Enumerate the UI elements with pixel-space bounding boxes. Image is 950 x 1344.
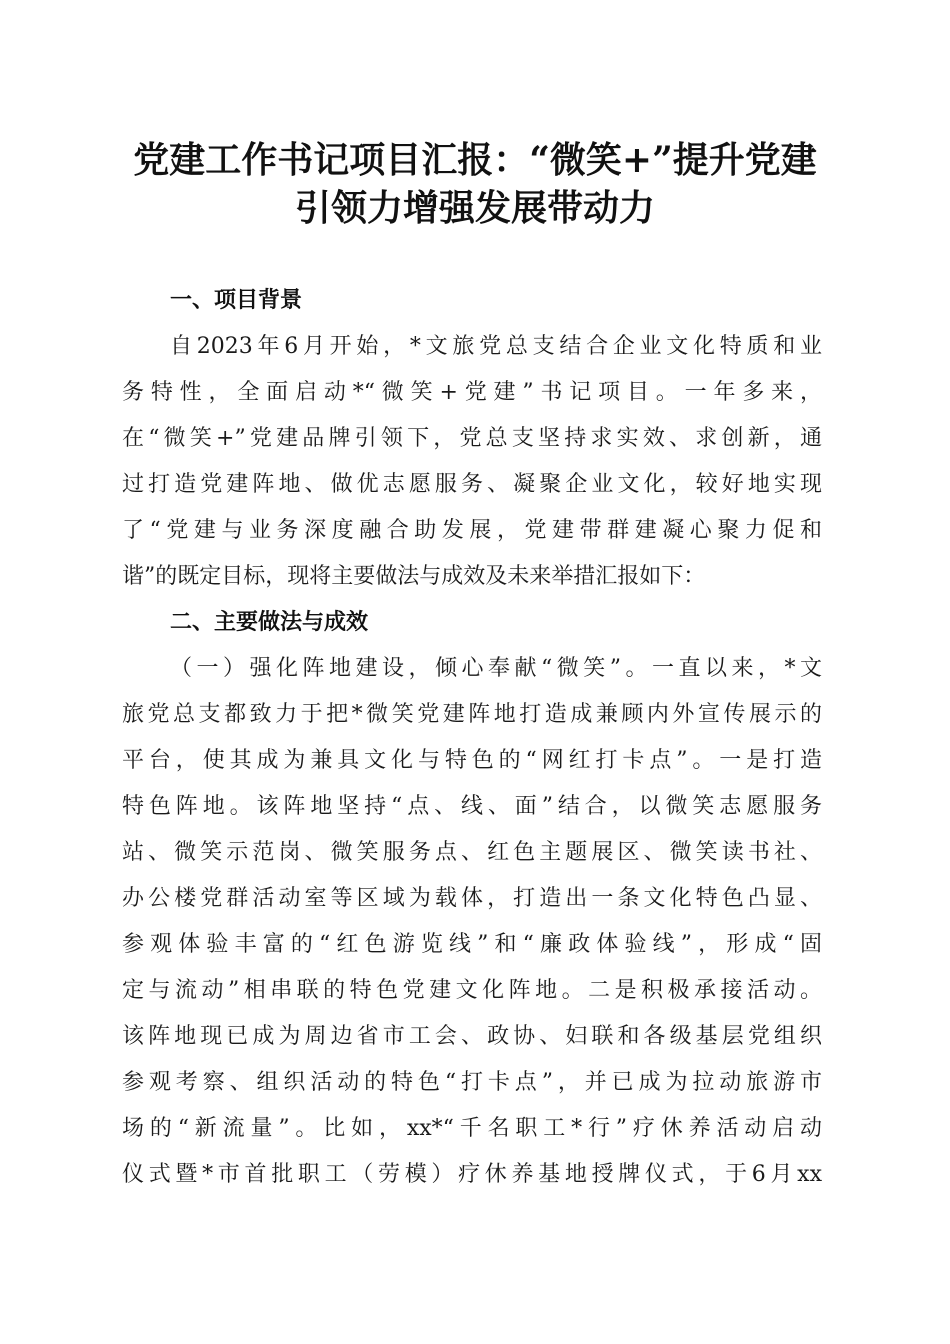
paragraph-line: 参观考察、组织活动的特色“打卡点”，并已成为拉动旅游市	[122, 1070, 822, 1095]
title-line-1: 党建工作书记项目汇报：“微笑+”提升党建	[133, 139, 817, 181]
paragraph-line: 自2023年6月开始，*文旅党总支结合企业文化特质和业	[170, 334, 822, 359]
paragraph-line: 参观体验丰富的“红色游览线”和“廉政体验线”，形成“固	[122, 932, 822, 957]
section-heading-methods: 二、主要做法与成效	[170, 610, 369, 635]
paragraph-line: 仪式暨*市首批职工（劳模）疗休养基地授牌仪式，于6月xx	[122, 1162, 822, 1187]
paragraph-line: （一）强化阵地建设，倾心奉献“微笑”。一直以来，*文	[170, 656, 822, 681]
paragraph-methods	[122, 646, 822, 1198]
paragraph-line: 过打造党建阵地、做优志愿服务、凝聚企业文化，较好地实现	[122, 472, 822, 497]
paragraph-line: 旅党总支都致力于把*微笑党建阵地打造成兼顾内外宣传展示的	[122, 702, 822, 727]
paragraph-line: 务特性，全面启动*“微笑+党建”书记项目。一年多来，	[122, 380, 822, 405]
paragraph-line: 办公楼党群活动室等区域为载体，打造出一条文化特色凸显、	[122, 886, 822, 911]
paragraph-line: 定与流动”相串联的特色党建文化阵地。二是积极承接活动。	[122, 978, 822, 1003]
paragraph-line: 特色阵地。该阵地坚持“点、线、面”结合，以微笑志愿服务	[122, 794, 822, 819]
document-body	[122, 278, 822, 1198]
paragraph-line: 平台，使其成为兼具文化与特色的“网红打卡点”。一是打造	[122, 748, 822, 773]
section-heading-background: 一、项目背景	[170, 288, 303, 313]
paragraph-line: 在“微笑+”党建品牌引领下，党总支坚持求实效、求创新，通	[122, 426, 822, 451]
paragraph-line: 该阵地现已成为周边省市工会、政协、妇联和各级基层党组织	[122, 1024, 822, 1049]
paragraph-line: 了“党建与业务深度融合助发展，党建带群建凝心聚力促和	[122, 518, 822, 543]
paragraph-background	[122, 324, 822, 600]
paragraph-line: 谐”的既定目标，现将主要做法与成效及未来举措汇报如下：	[122, 564, 706, 589]
paragraph-line: 场的“新流量”。比如，xx*“千名职工*行”疗休养活动启动	[122, 1116, 822, 1141]
paragraph-line: 站、微笑示范岗、微笑服务点、红色主题展区、微笑读书社、	[122, 840, 822, 865]
title-line-2: 引领力增强发展带动力	[294, 187, 655, 229]
document-title	[100, 136, 850, 232]
